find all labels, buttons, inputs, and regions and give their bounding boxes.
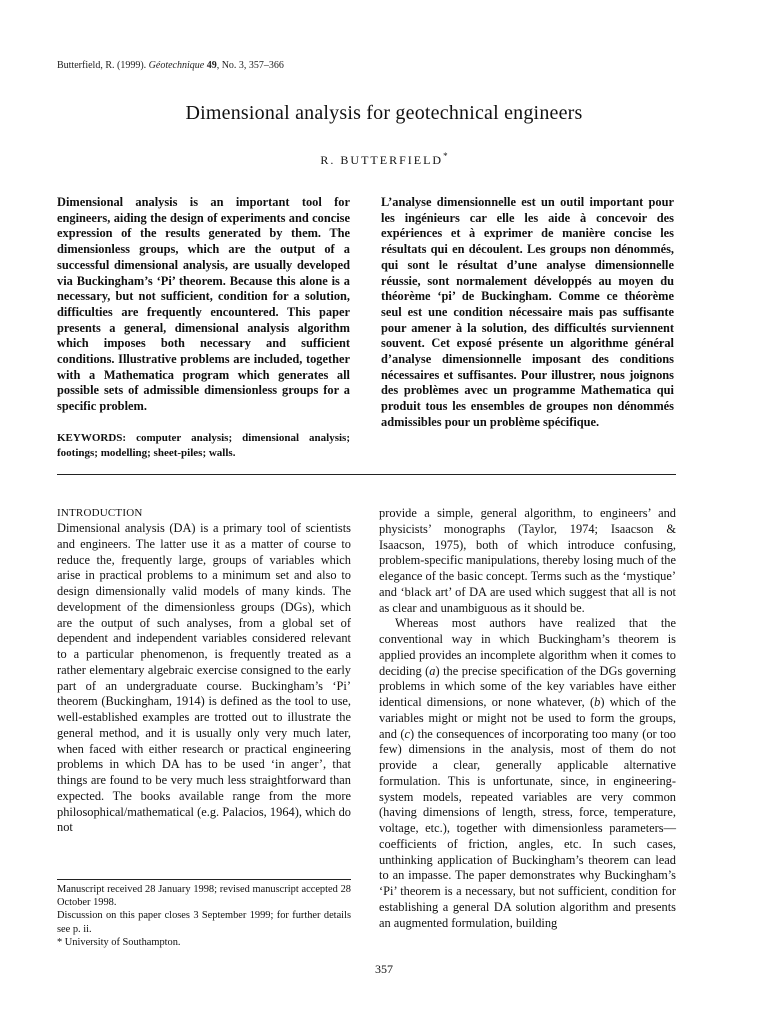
footnotes [57,883,351,949]
abstract-french: L’analyse dimensionnelle est un outil important pour les ingénieurs car elle les aide à concevoir des expériences et à exprimer de manière concise les résultats qui en découlent. Les groups non dénommés, qui sont le résultat d’une analyse dimensionnelle réussie, sont normalement développés au moyen du théorème ‘pi’ de Buckingham. Comme ce théorème seul est une condition nécessaire mais pas suffisante pour amener à la solution, des difficultés surviennent souvent. Cet exposé présente un algorithme général d’analyse dimensionnelle imposant des conditions nécessaires et suffisantes. Pour illustrer, nous joignons des problèmes avec un programme Mathematica qui produit tous les ensembles de groupes non dénommés admissibles pour un problème spécifique. [381,195,674,429]
footnote-discussion: Discussion on this paper closes 3 September 1999; for further details see p. ii. [57,910,351,935]
keywords: KEYWORDS: computer analysis; dimensional analysis; footings; modelling; sheet-piles; walls. [57,432,350,459]
author-line [0,151,768,168]
marker-b: b [594,695,601,709]
body-column-left [57,506,351,836]
body-column-right [379,506,676,931]
para3-part-d: ) the consequences of incorporating too many (or too few) dimensions in the analysis, most of them do not provide a clear, generally applicable alternative formulation. This is unfortunate, since, in engineering-system models, repeated variables are very common (having dimensions of length, stress, force, temperature, voltage, etc.), together with dimensionless parameters—coefficients of friction, angles, etc. In such cases, unthinking application of Buckingham’s theorem can lead to an impasse. The paper demonstrates why Buckingham’s ‘Pi’ theorem is a necessary, but not sufficient, condition for establishing a general DA solution algorithm and presents an augmented formulation, building [379,726,676,930]
paper-title: Dimensional analysis for geotechnical engineers [185,102,583,124]
intro-paragraph-3 [379,616,676,931]
section-heading-introduction: INTRODUCTION [57,507,143,519]
citation-details: , No. 3, 357–366 [216,60,284,71]
footnote-manuscript: Manuscript received 28 January 1998; revised manuscript accepted 28 October 1998. [57,884,351,909]
citation-volume: 49 [206,60,217,71]
citation-journal: Géotechnique [148,60,205,71]
para3-part-a: Whereas most authors have realized that the conventional way in which Buckingham’s theorem is applied provides an incomplete algorithm when it comes to deciding ( [379,616,676,678]
marker-c: c [404,726,411,741]
author-footnote-mark: * [443,151,448,161]
intro-paragraph-1: Dimensional analysis (DA) is a primary tool of scientists and engineers. The latter use it as a matter of course to reduce the, frequently large, groups of variables which arise in practical problems to a minimum set and also to design dimensionally valid models of many kinds. The development of the dimensionless groups (DGs), which are the output of such analyses, from a global set of dependent and independent variables considered relevant to a particular phenomenon, is frequently treated as a rather elementary algebraic exercise consigned to the early part of an undergraduate course. Buckingham’s ‘Pi’ theorem (Buckingham, 1914) is defined as the tool to use, well-established examples are trotted out to illustrate the general method, and it is usually only very much later, when faced with either research or practical engineering problems in which DA has to be used ‘in anger’, that things are found to be very much less straightforward than expected. The books available range from the more philosophical/mathematical (e.g. Palacios, 1964), which do not [57,521,351,835]
footnote-divider [57,879,351,880]
marker-a: a [429,663,436,678]
section-divider [57,474,676,475]
para3-part-c: ) which of the variables might or might not be used to form the groups, and ( [379,695,676,741]
abstract-english: Dimensional analysis is an important tool for engineers, aiding the design of experiments and concise expression of the results generated by them. The dimensionless groups, which are the output of a successful dimensional analysis, are usually developed via Buckingham’s ‘Pi’ theorem. Because this alone is a necessary, but not sufficient, condition for a solution, difficulties are frequently encountered. This paper presents a general, dimensional analysis algorithm which imposes both necessary and sufficient conditions. Illustrative problems are included, together with a Mathematica program which generates all possible sets of admissible dimensionless groups for a specific problem. [57,195,350,414]
author-name: R. BUTTERFIELD [320,153,444,167]
page-number: 357 [375,962,393,976]
footnote-affiliation: * University of Southampton. [57,936,181,948]
citation-line [57,60,284,71]
para3-part-b: ) the precise specification of the DGs governing problems in which some of the key variables have either identical dimensions, or none whatever, ( [379,663,676,709]
citation-authors: Butterfield, R. (1999). [57,60,147,71]
intro-paragraph-2: provide a simple, general algorithm, to engineers’ and physicists’ monographs (Taylor, 1974; Isaacson & Isaacson, 1975), both of which introduce confusing, problem-specific manipulations, thereby losing much of the elegance of the basic concept. Terms such as the ‘mystique’ and ‘black art’ of DA are used which suggest that all is not as clear and unambiguous as it should be. [379,506,676,615]
